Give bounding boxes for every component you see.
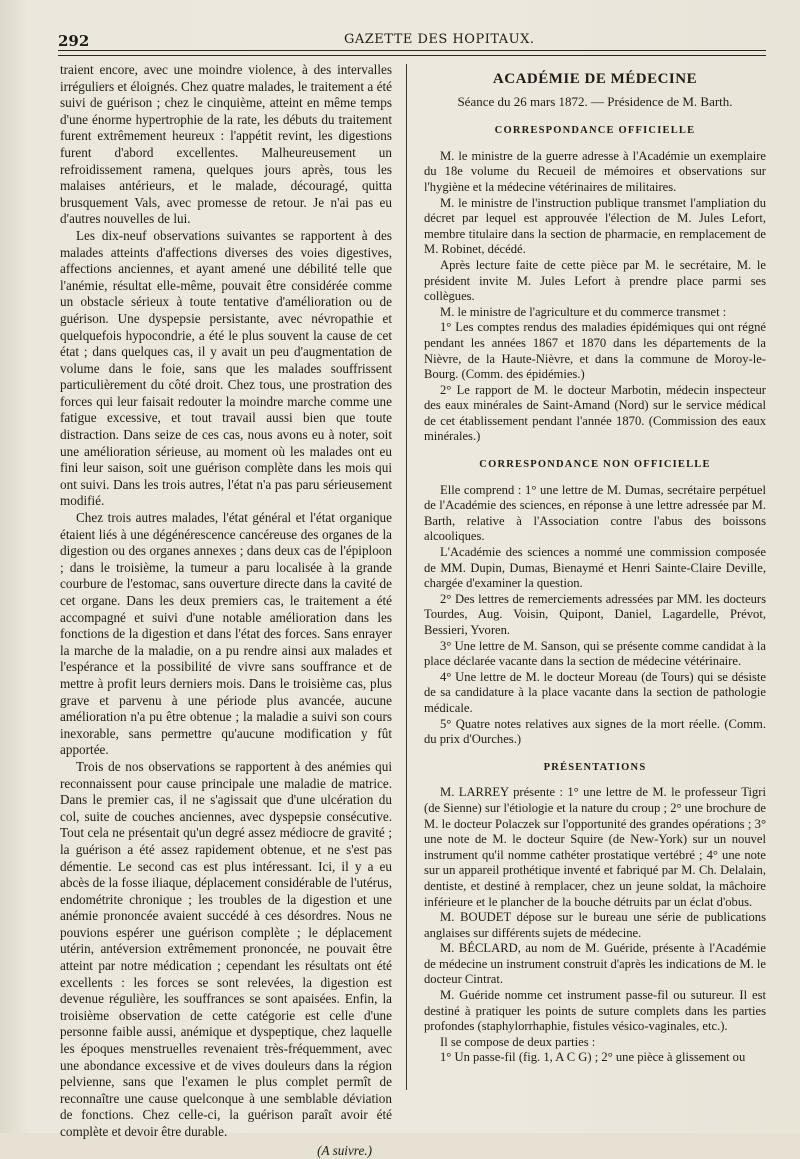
page-header	[58, 28, 758, 56]
report-paragraph: M. le ministre de la guerre adresse à l'Académie un exemplaire du 18e volume du Recueil de mémoires et observations sur l'hygiène et la médecine vétérinaires de militaires.	[424, 148, 766, 194]
article-paragraph: Chez trois autres malades, l'état général et l'état organique étaient liés à une dégénérescence cancéreuse des organes de la digestion ou des organes annexes ; dans deux cas de l'épiploon ; dans le troisième, la tumeur a paru localisée à la grande courbure de l'estomac, sans ouverture directe dans la cavité de cet organe. Dans les deux premiers cas, le traitement a été accompagné et suivi d'une notable amélioration dans les fonctions de la digestion et dans l'état des forces. Sans enrayer la marche de la maladie, on a pu rendre ainsi aux malades et l'espérance et la possibilité de vivre sans souffrance et de mettre à profit leurs derniers mois. Dans le troisième cas, plus grave et parvenu à une période plus avancée, aucune amélioration n'a pu être obtenue ; la maladie a suivi son cours inexorable, sans permettre qu'aucune modification y fût apportée.	[60, 510, 392, 758]
continued-note: (A suivre.)	[317, 1142, 372, 1158]
report-paragraph: M. le ministre de l'instruction publique transmet l'ampliation du décret par lequel est approuvée l'élection de M. Jules Lefort, membre titulaire dans la section de pharmacie, en remplacement de M. Robinet, décédé.	[424, 195, 766, 257]
subsection-heading: PRÉSENTATIONS	[543, 761, 647, 773]
subsection-heading: CORRESPONDANCE NON OFFICIELLE	[479, 459, 711, 471]
report-paragraph: M. LARREY présente : 1° une lettre de M. le professeur Tigri (de Sienne) sur l'étiologie et la nature du croup ; 2° une brochure de M. le docteur Polaczek sur l'opportunité des grandes opérations ; 3° une note de M. le docteur Squire (de New-York) sur un nouvel instrument qu'il nomme cathéter prostatique vertébré ; 4° une note sur un appareil prothétique inventé et fabriqué par M. Ch. Delalain, dentiste, et destiné à remplacer, chez un jeune soldat, la mâchoire inférieure et le plancher de la bouche détruits par un éclat d'obus.	[424, 785, 766, 909]
article-paragraph: Les dix-neuf observations suivantes se rapportent à des malades atteints d'affections diverses des voies digestives, affections anciennes, et ayant amené une débilité telle que l'anémie, résultat elle-même, pouvait être considérée comme un obstacle sérieux à toute tentative d'amélioration ou de guérison. Une dyspepsie persistante, avec névropathie et quelquefois hypocondrie, a été le plus souvent la cause de cet état ; dans quelques cas, il y avait un peu d'augmentation de volume dans le foie, sans que les malades souffrissent particulièrement du côté droit. Chez tous, une prostration des forces qui leur faisait redouter la moindre marche comme une fatigue excessive, et tout travail aussi bien que toute distraction. Dans seize de ces cas, nous avons eu à noter, soit une amélioration sérieuse, au moment où les malades ont eu fini leur saison, soit une guérison complète dans les mois qui ont suivi. Dans les trois autres, l'état n'a pas paru sérieusement modifié.	[60, 227, 392, 509]
journal-title: GAZETTE DES HOPITAUX.	[344, 32, 535, 47]
column-divider	[406, 64, 407, 1090]
report-paragraph: L'Académie des sciences a nommé une commission composée de MM. Dupin, Dumas, Bienaymé et Henri Sainte-Claire Deville, chargée d'examiner la question.	[424, 545, 766, 591]
report-paragraph: M. BOUDET dépose sur le bureau une série de publications anglaises sur différents sujets de médecine.	[424, 910, 766, 940]
header-rule-thick	[58, 50, 766, 51]
report-paragraph: 5° Quatre notes relatives aux signes de la mort réelle. (Comm. du prix d'Ourches.)	[424, 716, 766, 747]
report-paragraph: 1° Les comptes rendus des maladies épidémiques qui ont régné pendant les années 1867 et 1870 dans les départements de la Nièvre, de la Haute-Nièvre, et dans la commune de Moroy-le-Bourg. (Comm. des épidémies.)	[424, 320, 766, 382]
section-title: ACADÉMIE DE MÉDECINE	[492, 71, 698, 87]
subsection-heading: CORRESPONDANCE OFFICIELLE	[494, 125, 696, 137]
report-paragraph: M. BÉCLARD, au nom de M. Guéride, présente à l'Académie de médecine un instrument construit d'après les indications de M. le docteur Cintrat.	[424, 941, 766, 987]
report-paragraph: Après lecture faite de cette pièce par M. le secrétaire, M. le président invite M. Jules Lefort à prendre place parmi ses collègues.	[424, 257, 766, 304]
report-paragraph: M. le ministre de l'agriculture et du commerce transmet :	[440, 304, 727, 319]
report-paragraph: 3° Une lettre de M. Sanson, qui se présente comme candidat à la place déclarée vacante dans la section de médecine vétérinaire.	[424, 638, 766, 669]
report-paragraph: Elle comprend : 1° une lettre de M. Dumas, secrétaire perpétuel de l'Académie des sciences, en réponse à une lettre adressée par M. Barth, relative à l'Association contre l'abus des boissons alcooliques.	[424, 482, 766, 544]
report-paragraph: Il se compose de deux parties :	[440, 1034, 596, 1049]
report-paragraph: 2° Le rapport de M. le docteur Marbotin, médecin inspecteur des eaux minérales de Saint-Amand (Nord) sur le service médical de cet établissement pendant l'année 1870. (Commission des eaux minérales.)	[424, 382, 766, 444]
report-paragraph: 1° Un passe-fil (fig. 1, A C G) ; 2° une pièce à glissement ou	[440, 1050, 746, 1065]
header-rule-thin	[58, 55, 766, 56]
article-paragraph: Trois de nos observations se rapportent à des anémies qui reconnaissent pour cause principale une maladie de matrice. Dans le premier cas, il ne s'agissait que d'une ulcération du col, suite de couches anciennes, avec dyspepsie consécutive. Tout cela ne présentait qu'un degré assez médiocre de gravité ; la guérison a été assez rapidement obtenue, et ne s'est pas démentie. Le second cas est plus intéressant. Ici, il y a eu abcès de la fosse iliaque, déplacement considérable de l'utérus, endométrite chronique ; les troubles de la digestion et une anémie prononcée avaient succédé à ces désordres. Nous ne pouvions espérer une guérison complète ; le déplacement utérin, antéversion extrêmement prononcée, ne pouvait être atteint par notre médication ; cependant les résultats ont été excellents : les forces se sont relevées, la digestion est devenue régulière, les souffrances se sont apaisées. Enfin, la troisième observation de cette catégorie est celle d'une personne faible aussi, anémique et dyspeptique, chez laquelle les époques menstruelles revenaient très-fréquemment, avec une abondance excessive et de vives douleurs dans la région pelvienne, sans que l'examen le plus complet permît de reconnaître une cause quelconque à une semblable déviation de fonctions. Chez celle-ci, la guérison paraît avoir été complète et devoir être durable.	[60, 758, 392, 1139]
left-column	[60, 62, 392, 1159]
article-paragraph: traient encore, avec une moindre violence, à des intervalles irréguliers et éloignés. Chez quatre malades, le traitement a été suivi de guérison ; chez le cinquième, atteint en même temps d'une énorme hypertrophie de la rate, les débuts du traitement furent extrêmement heureux : l'appétit revint, les digestions furent d'abord excellentes. Malheureusement un refroidissement ramena, quelques jours après, tous les malaises antérieurs, et le malade, découragé, quitta brusquement Vals, avec promesse de retour. Je n'ai pas eu d'autres nouvelles de lui.	[60, 62, 392, 227]
report-paragraph: 2° Des lettres de remerciements adressées par MM. les docteurs Tourdes, Aug. Voisin, Quipont, Daniel, Lagardelle, Prévot, Bessieri, Yvoren.	[424, 591, 766, 637]
page-number: 292	[58, 32, 90, 50]
session-line: Séance du 26 mars 1872. — Présidence de M. Barth.	[457, 93, 733, 109]
report-paragraph: 4° Une lettre de M. le docteur Moreau (de Tours) qui se désiste de sa candidature à la place vacante dans la section de pathologie médicale.	[424, 669, 766, 715]
right-column	[424, 62, 766, 1066]
report-paragraph: M. Guéride nomme cet instrument passe-fil ou sutureur. Il est destiné à pratiquer les points de suture complets dans les parties profondes (staphylorrhaphie, fistules vésico-vaginales, etc.).	[424, 988, 766, 1034]
